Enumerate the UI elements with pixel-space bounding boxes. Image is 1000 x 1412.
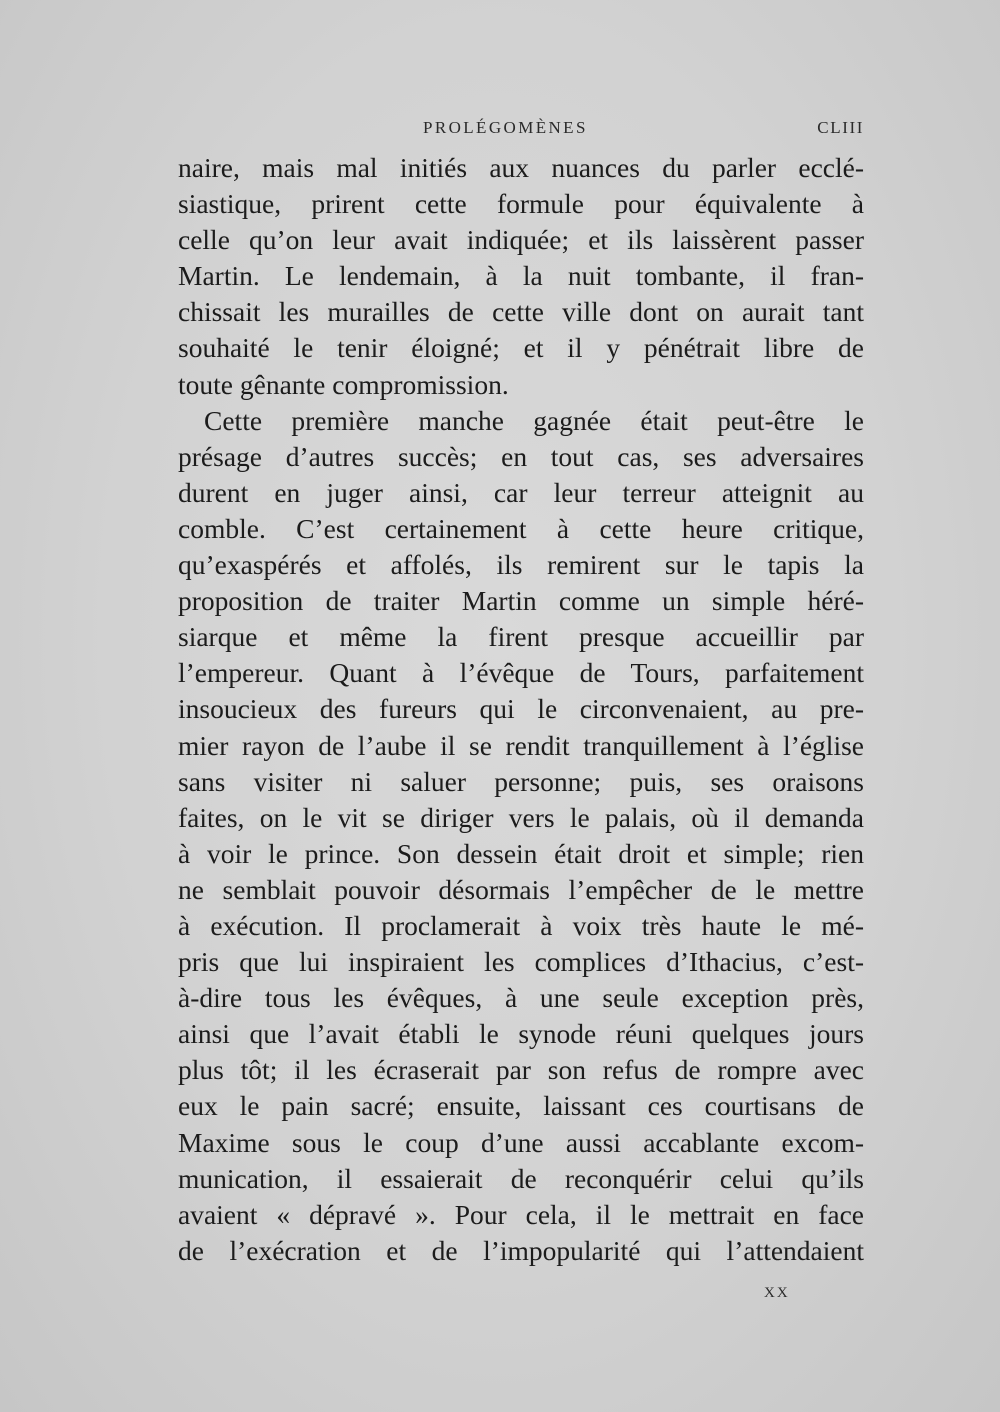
text-line: ainsi que l’avait établi le synode réuni quelques jours — [178, 1018, 864, 1050]
text-line: Martin. Le lendemain, à la nuit tombante, il fran- — [178, 260, 864, 292]
text-line: à-dire tous les évêques, à une seule exception près, — [178, 982, 864, 1014]
text-line: eux le pain sacré; ensuite, laissant ces courtisans de — [178, 1090, 864, 1122]
text-line: pris que lui inspiraient les complices d’Ithacius, c’est- — [178, 946, 864, 978]
text-line: à exécution. Il proclamerait à voix très haute le mé- — [178, 909, 864, 941]
page-header — [178, 118, 864, 142]
text-line: chissait les murailles de cette ville dont on aurait tant — [178, 296, 864, 328]
paragraph-end-line: toute gênante compromission. — [178, 368, 509, 400]
text-line: comble. C’est certainement à cette heure critique, — [178, 512, 864, 544]
text-line: à voir le prince. Son dessein était droit et simple; rien — [178, 837, 864, 869]
text-line: plus tôt; il les écraserait par son refus de rompre avec — [178, 1054, 864, 1086]
text-line: présage d’autres succès; en tout cas, ses adversaires — [178, 440, 864, 472]
text-line: mier rayon de l’aube il se rendit tranquillement à l’église — [178, 729, 864, 761]
text-line: durent en juger ainsi, car leur terreur atteignit au — [178, 476, 864, 508]
text-line: siastique, prirent cette formule pour équivalente à — [178, 188, 864, 220]
running-title: PROLÉGOMÈNES — [423, 118, 588, 137]
page-number: CLIII — [817, 118, 864, 137]
signature-mark: XX — [764, 1285, 790, 1301]
text-line: souhaité le tenir éloigné; et il y pénétrait libre de — [178, 332, 864, 364]
text-line: munication, il essaierait de reconquérir celui qu’ils — [178, 1162, 864, 1194]
text-line: avaient « dépravé ». Pour cela, il le mettrait en face — [178, 1198, 864, 1230]
text-line: ne semblait pouvoir désormais l’empêcher de le mettre — [178, 873, 864, 905]
text-line: qu’exaspérés et affolés, ils remirent sur le tapis la — [178, 549, 864, 581]
text-line: naire, mais mal initiés aux nuances du parler ecclé- — [178, 152, 864, 183]
text-line: Maxime sous le coup d’une aussi accablante excom- — [178, 1126, 864, 1158]
text-line: l’empereur. Quant à l’évêque de Tours, parfaitement — [178, 657, 864, 689]
body-text — [178, 150, 864, 1269]
text-line: proposition de traiter Martin comme un simple héré- — [178, 585, 864, 617]
text-line: celle qu’on leur avait indiquée; et ils laissèrent passer — [178, 224, 864, 256]
text-line: insoucieux des fureurs qui le circonvenaient, au pre- — [178, 693, 864, 725]
text-line: faites, on le vit se diriger vers le palais, où il demanda — [178, 801, 864, 833]
text-line: de l’exécration et de l’impopularité qui l’attendaient — [178, 1234, 864, 1266]
text-line: siarque et même la firent presque accueillir par — [178, 621, 864, 653]
paragraph-start-line: Cette première manche gagnée était peut-être le — [204, 404, 864, 436]
text-line: sans visiter ni saluer personne; puis, ses oraisons — [178, 765, 864, 797]
